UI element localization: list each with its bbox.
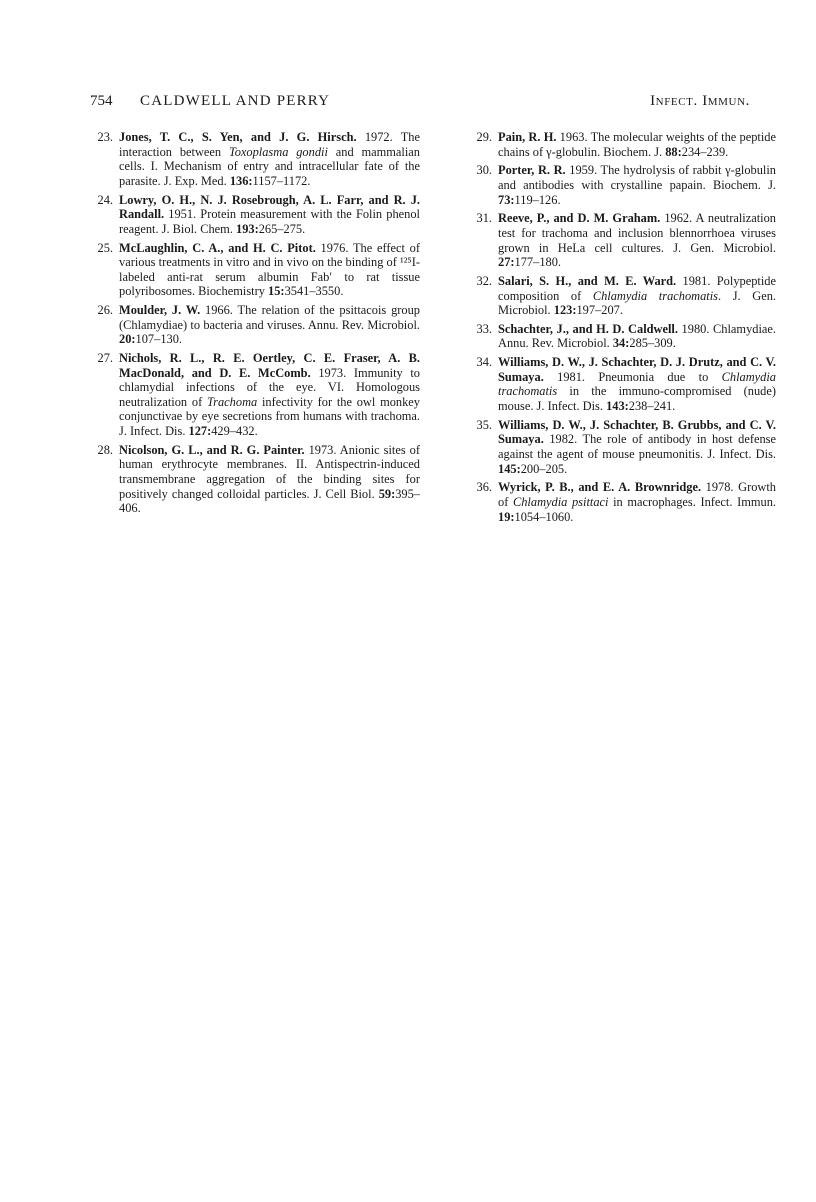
reference-text: 1959. The hydrolysis of rabbit γ-globulin and antibodies with crystalline papain. Biochem. J. xyxy=(498,163,777,192)
reference-number: 31. xyxy=(476,211,492,226)
reference-italic: Chlamydia trachomatis xyxy=(592,288,719,303)
reference-text: infectivity for the owl monkey conjunctivae by eye secretions from humans with trachoma. J. Infect. Dis. xyxy=(119,394,420,439)
reference-text: 1966. The relation of the psittacois group (Chlamydiae) to bacteria and viruses. Annu. Rev. Microbiol. xyxy=(119,303,420,332)
reference-item xyxy=(93,303,420,347)
reference-volume: 136: xyxy=(229,173,253,188)
reference-pages: 238–241. xyxy=(628,399,676,414)
reference-number: 32. xyxy=(476,273,492,288)
reference-item xyxy=(93,351,420,439)
reference-authors: Reeve, P., and D. M. Graham. xyxy=(498,211,661,226)
reference-pages: 285–309. xyxy=(629,336,676,351)
reference-text: 1976. The effect of various treatments in vitro and in vivo on the binding of ¹²⁵I-labeled anti-rat serum albumin Fab′ to rat tissue polyribosomes. Biochemistry xyxy=(119,240,420,299)
reference-text: 1981. Polypeptide composition of xyxy=(498,273,776,303)
reference-volume: 123: xyxy=(553,303,577,318)
reference-item xyxy=(93,241,420,299)
reference-authors: Moulder, J. W. xyxy=(119,303,201,318)
reference-text: 1963. The molecular weights of the peptide chains of γ-globulin. Biochem. J. xyxy=(498,130,777,159)
reference-authors: Porter, R. R. xyxy=(498,163,566,178)
reference-text: 1973. Anionic sites of human erythrocyte membranes. II. Antispectrin-induced transmembrane aggregation of the binding sites for positively changed colloidal particles. J. Cell Biol. xyxy=(119,442,420,501)
reference-pages: 107–130. xyxy=(135,332,182,347)
reference-pages: 200–205. xyxy=(520,461,568,476)
reference-text: 1972. The interaction between xyxy=(119,130,420,159)
reference-item xyxy=(472,355,776,413)
reference-text: 1951. Protein measurement with the Folin phenol reagent. J. Biol. Chem. xyxy=(119,207,420,236)
reference-number: 28. xyxy=(97,442,113,457)
reference-text: in the immuno-compromised (nude) mouse. J. Infect. Dis. xyxy=(498,384,776,414)
reference-text: 1973. Immunity to chlamydial infections of the eye. VI. Homologous neutralization of xyxy=(119,365,420,409)
reference-text: 1962. A neutralization test for trachoma and inclusion blennorrhoea viruses grown in HeLa cell cultures. J. Gen. Microbiol. xyxy=(498,211,776,255)
reference-item xyxy=(93,130,420,188)
reference-number: 26. xyxy=(97,303,113,318)
reference-volume: 73: xyxy=(498,192,515,207)
reference-number: 23. xyxy=(97,130,113,144)
running-head: CALDWELL AND PERRY xyxy=(140,93,331,109)
reference-authors: Nicolson, G. L., and R. G. Painter. xyxy=(119,442,305,457)
reference-volume: 88: xyxy=(665,144,682,159)
reference-authors: Salari, S. H., and M. E. Ward. xyxy=(498,273,677,288)
reference-authors: Williams, D. W., J. Schachter, D. J. Drutz, and C. V. Sumaya. xyxy=(498,355,776,384)
reference-pages: 395–406. xyxy=(119,486,420,516)
reference-text: in macrophages. Infect. Immun. xyxy=(608,494,776,509)
reference-text: 1982. The role of antibody in host defense against the agent of mouse pneumonitis. J. Infect. Dis. xyxy=(498,432,776,461)
references-right-column xyxy=(472,130,776,528)
reference-item xyxy=(93,443,420,516)
reference-number: 25. xyxy=(97,240,113,255)
reference-volume: 27: xyxy=(498,255,515,270)
reference-pages: 3541–3550. xyxy=(284,284,344,299)
reference-volume: 143: xyxy=(606,399,629,414)
reference-item xyxy=(472,322,776,351)
reference-pages: 1157–1172. xyxy=(252,173,311,188)
reference-pages: 1054–1060. xyxy=(514,509,574,524)
references-left-column xyxy=(93,130,420,520)
reference-volume: 15: xyxy=(268,284,285,299)
reference-italic: Chlamydia trachomatis xyxy=(498,369,776,399)
reference-item xyxy=(472,163,776,207)
reference-item xyxy=(93,193,420,237)
reference-text: 1978. Growth of xyxy=(498,480,776,509)
reference-item xyxy=(472,211,776,269)
reference-number: 29. xyxy=(476,130,492,144)
reference-item xyxy=(472,274,776,318)
reference-pages: 197–207. xyxy=(576,303,623,318)
reference-item xyxy=(472,480,776,524)
reference-number: 34. xyxy=(476,355,492,370)
reference-authors: Pain, R. H. xyxy=(498,130,557,144)
reference-text: and mammalian cells. I. Mechanism of entry and intracellular fate of the parasite. J. Exp. Med. xyxy=(119,144,420,188)
reference-italic: Trachoma xyxy=(206,394,258,409)
reference-pages: 119–126. xyxy=(514,192,561,207)
reference-text: 1980. Chlamydiae. Annu. Rev. Microbiol. xyxy=(498,321,776,351)
reference-pages: 265–275. xyxy=(258,221,306,236)
reference-volume: 20: xyxy=(119,332,136,347)
journal-name: Infect. Immun. xyxy=(650,93,750,109)
reference-item xyxy=(472,418,776,476)
reference-number: 35. xyxy=(476,417,492,432)
reference-text: 1981. Pneumonia due to xyxy=(543,369,722,384)
page-number: 754 xyxy=(90,93,113,109)
reference-authors: Wyrick, P. B., and E. A. Brownridge. xyxy=(498,480,702,495)
reference-volume: 19: xyxy=(498,509,515,524)
reference-authors: McLaughlin, C. A., and H. C. Pitot. xyxy=(119,240,316,255)
reference-text: . J. Gen. Microbiol. xyxy=(498,288,776,318)
reference-number: 24. xyxy=(97,192,113,207)
reference-number: 36. xyxy=(476,480,492,495)
reference-authors: Jones, T. C., S. Yen, and J. G. Hirsch. xyxy=(119,130,357,144)
reference-volume: 193: xyxy=(236,221,259,236)
page-header xyxy=(90,93,750,115)
reference-authors: Williams, D. W., J. Schachter, B. Grubbs, and C. V. Sumaya. xyxy=(498,417,776,447)
reference-italic: Toxoplasma gondii xyxy=(228,144,328,159)
reference-authors: Schachter, J., and H. D. Caldwell. xyxy=(498,321,678,336)
reference-volume: 34: xyxy=(612,336,630,351)
reference-number: 30. xyxy=(476,163,492,178)
reference-pages: 234–239. xyxy=(681,144,729,159)
reference-authors: Lowry, O. H., N. J. Rosebrough, A. L. Farr, and R. J. Randall. xyxy=(119,192,420,222)
reference-item xyxy=(472,130,776,159)
reference-volume: 145: xyxy=(498,461,521,476)
reference-pages: 429–432. xyxy=(211,424,258,439)
reference-pages: 177–180. xyxy=(514,255,561,270)
reference-authors: Nichols, R. L., R. E. Oertley, C. E. Fraser, A. B. MacDonald, and D. E. McComb. xyxy=(119,351,420,380)
reference-number: 27. xyxy=(97,351,113,366)
reference-volume: 59: xyxy=(378,486,396,501)
reference-volume: 127: xyxy=(188,424,212,439)
reference-number: 33. xyxy=(476,321,492,336)
reference-italic: Chlamydia psittaci xyxy=(512,494,609,509)
